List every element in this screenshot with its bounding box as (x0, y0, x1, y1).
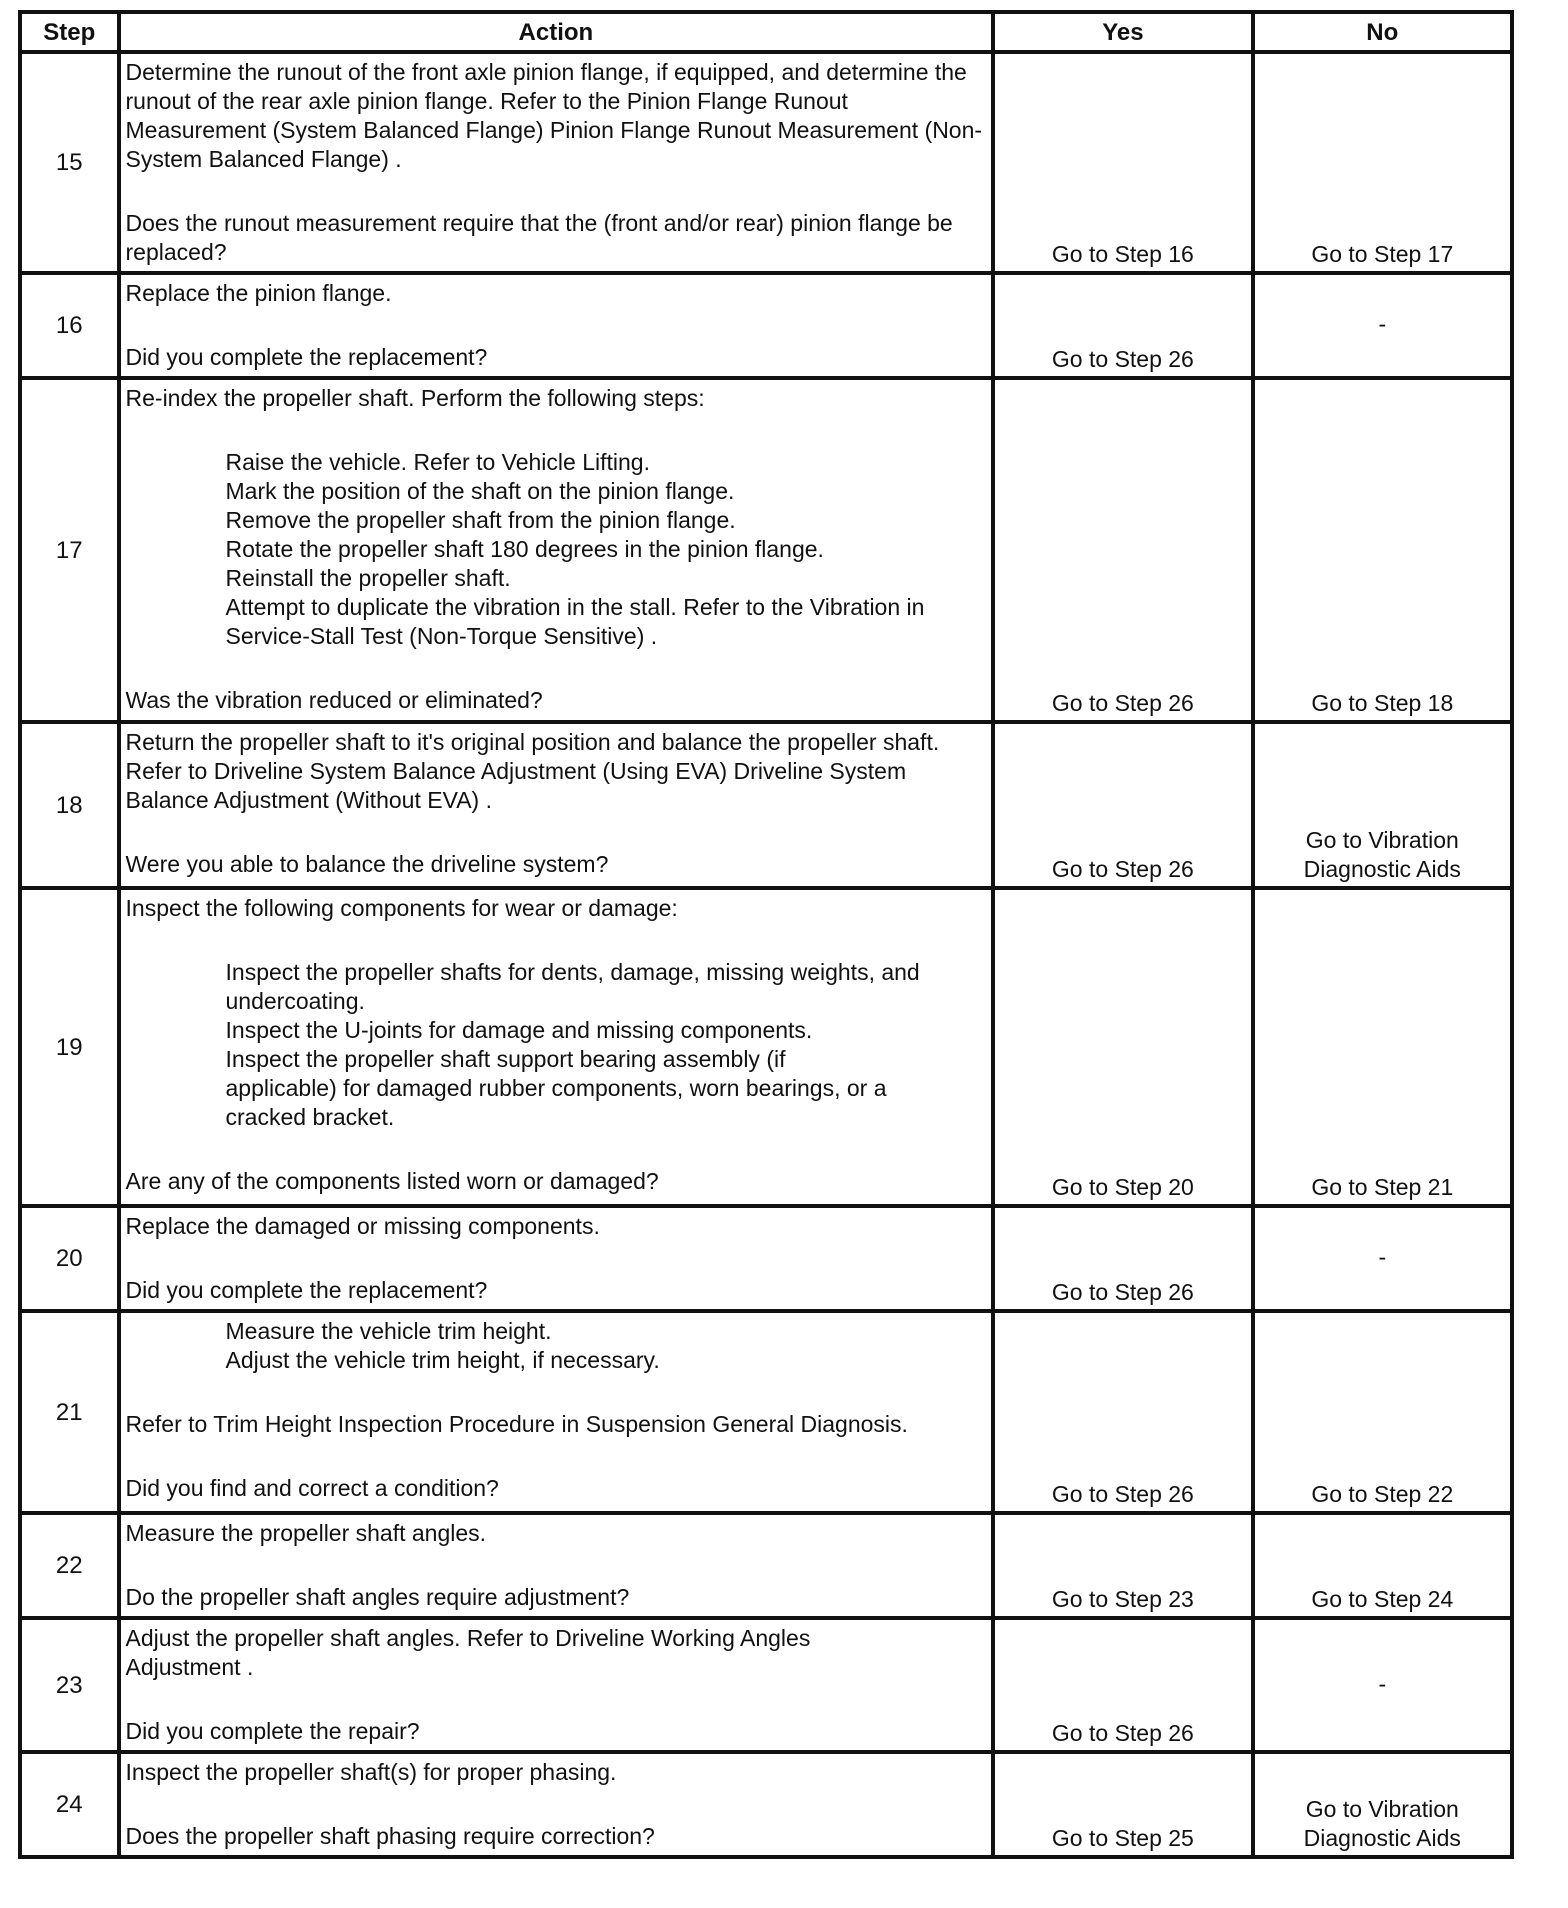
action-question: Did you complete the replacement? (125, 1277, 488, 1303)
action-question: Did you complete the replacement? (125, 344, 488, 370)
yes-cell: Go to Step 26 (993, 1311, 1252, 1513)
action-note: Refer to Trim Height Inspection Procedure in Suspension General Diagnosis. (125, 1411, 908, 1437)
action-intro: Adjust the propeller shaft angles. Refer to Driveline Working Angles Adjustment . (125, 1625, 811, 1680)
step-number: 23 (20, 1618, 119, 1752)
no-cell: Go to Step 24 (1253, 1513, 1512, 1618)
action-intro: Determine the runout of the front axle pinion flange, if equipped, and determine the runout of the rear axle pinion flange. Refer to the Pinion Flange Runout Measurement (System Balanced Flange) Pinion Flange Runout Measurement (Non-System Balanced Flange) . (125, 59, 983, 172)
step-number: 18 (20, 722, 119, 888)
action-cell (119, 1513, 994, 1618)
table-row (20, 378, 1512, 722)
action-cell (119, 1752, 994, 1857)
no-cell: Go to Step 17 (1253, 52, 1512, 273)
step-number: 22 (20, 1513, 119, 1618)
action-intro: Inspect the propeller shaft(s) for proper phasing. (125, 1759, 617, 1785)
action-steps-list (126, 1317, 988, 1375)
no-cell: - (1253, 1618, 1512, 1752)
header-action: Action (119, 12, 994, 52)
yes-cell: Go to Step 26 (993, 1206, 1252, 1311)
list-item: Inspect the propeller shafts for dents, damage, missing weights, and undercoating. (225, 959, 920, 1014)
no-cell (1253, 1752, 1512, 1857)
action-cell (119, 52, 994, 273)
list-item: Reinstall the propeller shaft. (225, 565, 511, 591)
action-steps-list (126, 448, 988, 651)
action-cell (119, 273, 994, 378)
header-no: No (1253, 12, 1512, 52)
action-cell (119, 722, 994, 888)
table-row (20, 1311, 1512, 1513)
action-steps-list (126, 958, 988, 1132)
no-cell: - (1253, 273, 1512, 378)
action-cell (119, 888, 994, 1206)
yes-cell: Go to Step 16 (993, 52, 1252, 273)
list-item: Rotate the propeller shaft 180 degrees in the pinion flange. (225, 536, 824, 562)
action-question: Are any of the components listed worn or damaged? (125, 1168, 659, 1194)
yes-cell: Go to Step 26 (993, 378, 1252, 722)
table-row (20, 1206, 1512, 1311)
yes-cell: Go to Step 25 (993, 1752, 1252, 1857)
step-number: 17 (20, 378, 119, 722)
list-item: Mark the position of the shaft on the pinion flange. (225, 478, 735, 504)
action-intro: Return the propeller shaft to it's original position and balance the propeller shaft. Refer to Driveline System Balance Adjustment (Using EVA) Driveline System Balance Adjustment (Without EVA) . (125, 729, 940, 813)
header-step: Step (20, 12, 119, 52)
action-question: Did you complete the repair? (125, 1718, 420, 1744)
step-number: 24 (20, 1752, 119, 1857)
table-row (20, 273, 1512, 378)
action-question: Does the runout measurement require that the (front and/or rear) pinion flange be replaced? (125, 210, 953, 265)
table-row (20, 52, 1512, 273)
list-item: Measure the vehicle trim height. (225, 1318, 552, 1344)
action-intro: Re-index the propeller shaft. Perform the following steps: (125, 385, 705, 411)
table-row (20, 722, 1512, 888)
action-question: Does the propeller shaft phasing require correction? (125, 1823, 655, 1849)
no-cell: - (1253, 1206, 1512, 1311)
yes-cell: Go to Step 26 (993, 273, 1252, 378)
yes-cell: Go to Step 26 (993, 722, 1252, 888)
action-cell (119, 1311, 994, 1513)
list-item: Attempt to duplicate the vibration in the stall. Refer to the Vibration in Service-Stall Test (Non-Torque Sensitive) . (225, 594, 925, 649)
action-question: Were you able to balance the driveline system? (125, 851, 609, 877)
no-cell: Go to Step 21 (1253, 888, 1512, 1206)
table-row (20, 1513, 1512, 1618)
table-row (20, 1618, 1512, 1752)
action-intro: Measure the propeller shaft angles. (125, 1520, 487, 1546)
action-cell (119, 1618, 994, 1752)
action-intro: Replace the damaged or missing components. (125, 1213, 600, 1239)
action-intro: Replace the pinion flange. (125, 280, 392, 306)
list-item: Remove the propeller shaft from the pinion flange. (225, 507, 736, 533)
list-item: Adjust the vehicle trim height, if necessary. (225, 1347, 660, 1373)
list-item: Inspect the propeller shaft support bearing assembly (if applicable) for damaged rubber components, worn bearings, or a cracked bracket. (225, 1046, 887, 1130)
no-cell-text: Go to Vibration Diagnostic Aids (1303, 1796, 1461, 1851)
yes-cell: Go to Step 20 (993, 888, 1252, 1206)
action-cell (119, 1206, 994, 1311)
no-cell: Go to Step 22 (1253, 1311, 1512, 1513)
action-cell (119, 378, 994, 722)
table-row (20, 888, 1512, 1206)
step-number: 15 (20, 52, 119, 273)
no-cell: Go to Step 18 (1253, 378, 1512, 722)
header-row (20, 12, 1512, 52)
step-number: 20 (20, 1206, 119, 1311)
yes-cell: Go to Step 26 (993, 1618, 1252, 1752)
step-number: 21 (20, 1311, 119, 1513)
list-item: Inspect the U-joints for damage and missing components. (225, 1017, 813, 1043)
action-question: Do the propeller shaft angles require adjustment? (125, 1584, 630, 1610)
no-cell (1253, 722, 1512, 888)
header-yes: Yes (993, 12, 1252, 52)
diagnostic-table (18, 10, 1514, 1859)
step-number: 16 (20, 273, 119, 378)
list-item: Raise the vehicle. Refer to Vehicle Lifting. (225, 449, 650, 475)
no-cell-text: Go to Vibration Diagnostic Aids (1303, 827, 1461, 882)
step-number: 19 (20, 888, 119, 1206)
action-question: Did you find and correct a condition? (125, 1475, 499, 1501)
action-question: Was the vibration reduced or eliminated? (125, 687, 543, 713)
table-row (20, 1752, 1512, 1857)
action-intro: Inspect the following components for wear or damage: (125, 895, 678, 921)
yes-cell: Go to Step 23 (993, 1513, 1252, 1618)
